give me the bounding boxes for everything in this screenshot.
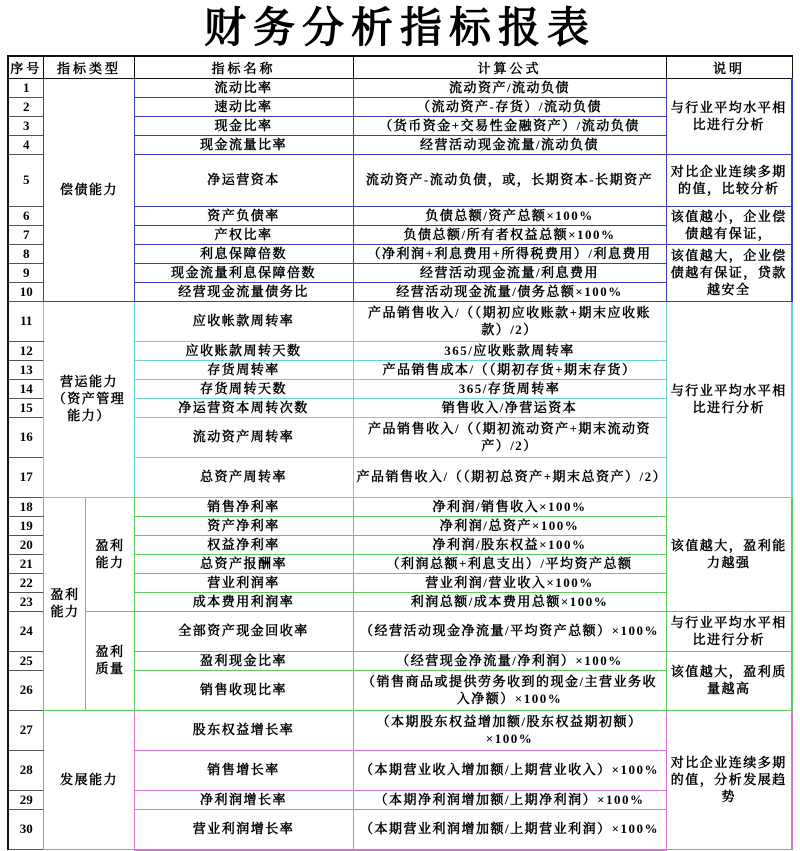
table-row xyxy=(8,498,792,517)
row-number: 27 xyxy=(8,711,44,751)
formula-cell: 365/存货周转率 xyxy=(353,380,666,399)
indicator-name: 销售净利率 xyxy=(134,498,353,517)
table-row xyxy=(8,79,792,98)
indicator-name: 营业利润增长率 xyxy=(134,810,353,850)
row-number: 7 xyxy=(8,226,44,245)
formula-cell: 经营活动现金流量/利息费用 xyxy=(353,264,666,283)
indicator-name: 净运营资本 xyxy=(134,155,353,207)
type-cell-solvency: 偿债能力 xyxy=(44,79,134,302)
indicator-name: 现金比率 xyxy=(134,117,353,136)
indicator-name: 股东权益增长率 xyxy=(134,711,353,751)
indicator-name: 净利润增长率 xyxy=(134,791,353,810)
type-cell-profitability: 盈利能力 xyxy=(44,498,86,711)
page-title: 财务分析指标报表 xyxy=(203,6,596,52)
row-number: 17 xyxy=(8,458,44,498)
column-header-name: 指标名称 xyxy=(134,56,353,79)
formula-cell: 经营活动现金流量/流动负债 xyxy=(353,136,666,155)
row-number: 4 xyxy=(8,136,44,155)
row-number: 28 xyxy=(8,751,44,791)
column-header-note: 说明 xyxy=(666,56,792,79)
formula-cell: 营业利润/营业收入×100% xyxy=(353,574,666,593)
indicator-name: 应收账款周转天数 xyxy=(134,342,353,361)
indicator-name: 现金流量比率 xyxy=(134,136,353,155)
formula-cell: （经营活动现金净流量/平均资产总额）×100% xyxy=(353,612,666,652)
row-number: 25 xyxy=(8,652,44,671)
note-cell: 与行业平均水平相比进行分析 xyxy=(666,612,792,652)
formula-cell: 流动资产-流动负债，或，长期资本-长期资产 xyxy=(353,155,666,207)
formula-cell: 利润总额/成本费用总额×100% xyxy=(353,593,666,612)
indicator-name: 利息保障倍数 xyxy=(134,245,353,264)
indicator-name: 现金流量利息保障倍数 xyxy=(134,264,353,283)
row-number: 9 xyxy=(8,264,44,283)
row-number: 29 xyxy=(8,791,44,810)
column-header-formula: 计算公式 xyxy=(353,56,666,79)
financial-indicator-table xyxy=(7,55,793,851)
formula-cell: 净利润/股东权益×100% xyxy=(353,536,666,555)
formula-cell: （流动资产-存货）/流动负债 xyxy=(353,98,666,117)
row-number: 1 xyxy=(8,79,44,98)
indicator-name: 总资产报酬率 xyxy=(134,555,353,574)
row-number: 5 xyxy=(8,155,44,207)
formula-cell: 产品销售成本/（（期初存货+期末存货） xyxy=(353,361,666,380)
type-cell-growth: 发展能力 xyxy=(44,711,134,850)
formula-cell: 销售收入/净营运资本 xyxy=(353,399,666,418)
indicator-name: 资产净利率 xyxy=(134,517,353,536)
row-number: 8 xyxy=(8,245,44,264)
indicator-name: 总资产周转率 xyxy=(134,458,353,498)
indicator-name: 存货周转率 xyxy=(134,361,353,380)
table-row xyxy=(8,302,792,342)
indicator-name: 存货周转天数 xyxy=(134,380,353,399)
indicator-name: 产权比率 xyxy=(134,226,353,245)
formula-cell: 净利润/销售收入×100% xyxy=(353,498,666,517)
formula-cell: （销售商品或提供劳务收到的现金/主营业务收入净额）×100% xyxy=(353,671,666,711)
indicator-name: 流动比率 xyxy=(134,79,353,98)
row-number: 24 xyxy=(8,612,44,652)
indicator-name: 应收帐款周转率 xyxy=(134,302,353,342)
indicator-name: 营业利润率 xyxy=(134,574,353,593)
row-number: 21 xyxy=(8,555,44,574)
formula-cell: （货币资金+交易性金融资产）/流动负债 xyxy=(353,117,666,136)
formula-cell: （本期营业利润增加额/上期营业利润）×100% xyxy=(353,810,666,850)
formula-cell: 产品销售收入/（（期初流动资产+期末流动资产）/2） xyxy=(353,418,666,458)
row-number: 16 xyxy=(8,418,44,458)
formula-cell: 净利润/总资产×100% xyxy=(353,517,666,536)
indicator-name: 销售收现比率 xyxy=(134,671,353,711)
row-number: 6 xyxy=(8,207,44,226)
row-number: 19 xyxy=(8,517,44,536)
formula-cell: （利润总额+利息支出）/平均资产总额 xyxy=(353,555,666,574)
formula-cell: 经营活动现金流量/债务总额×100% xyxy=(353,283,666,302)
indicator-name: 经营现金流量债务比 xyxy=(134,283,353,302)
formula-cell: （净利润+利息费用+所得税费用）/利息费用 xyxy=(353,245,666,264)
note-cell: 该值越大，盈利能力越强 xyxy=(666,498,792,612)
note-cell: 该值越大，盈利质量越高 xyxy=(666,652,792,711)
note-cell: 与行业平均水平相比进行分析 xyxy=(666,302,792,498)
row-number: 2 xyxy=(8,98,44,117)
note-cell: 对比企业连续多期的值，分析发展趋势 xyxy=(666,711,792,850)
indicator-name: 盈利现金比率 xyxy=(134,652,353,671)
row-number: 10 xyxy=(8,283,44,302)
row-number: 20 xyxy=(8,536,44,555)
row-number: 26 xyxy=(8,671,44,711)
row-number: 12 xyxy=(8,342,44,361)
indicator-name: 销售增长率 xyxy=(134,751,353,791)
row-number: 3 xyxy=(8,117,44,136)
column-header-type: 指标类型 xyxy=(44,56,134,79)
formula-cell: 负债总额/所有者权益总额×100% xyxy=(353,226,666,245)
formula-cell: 365/应收账款周转率 xyxy=(353,342,666,361)
indicator-name: 成本费用利润率 xyxy=(134,593,353,612)
note-cell: 该值越大，企业偿债越有保证，贷款越安全 xyxy=(666,245,792,302)
formula-cell: 产品销售收入/（（期初应收账款+期末应收账款）/2） xyxy=(353,302,666,342)
table-row xyxy=(8,612,792,652)
type-cell-operating: 营运能力（资产管理能力） xyxy=(44,302,134,498)
formula-cell: 负债总额/资产总额×100% xyxy=(353,207,666,226)
row-number: 30 xyxy=(8,810,44,850)
row-number: 22 xyxy=(8,574,44,593)
table-row xyxy=(8,711,792,751)
formula-cell: （本期营业收入增加额/上期营业收入）×100% xyxy=(353,751,666,791)
row-number: 11 xyxy=(8,302,44,342)
row-number: 15 xyxy=(8,399,44,418)
note-cell: 与行业平均水平相比进行分析 xyxy=(666,79,792,155)
indicator-name: 权益净利率 xyxy=(134,536,353,555)
formula-cell: （经营现金净流量/净利润）×100% xyxy=(353,652,666,671)
indicator-name: 净运营资本周转次数 xyxy=(134,399,353,418)
row-number: 14 xyxy=(8,380,44,399)
formula-cell: 流动资产/流动负债 xyxy=(353,79,666,98)
formula-cell: （本期股东权益增加额/股东权益期初额）×100% xyxy=(353,711,666,751)
column-header-seq: 序号 xyxy=(8,56,44,79)
header-row xyxy=(8,56,792,79)
indicator-name: 流动资产周转率 xyxy=(134,418,353,458)
subtype-cell-profit-ability: 盈利能力 xyxy=(86,498,134,612)
formula-cell: （本期净利润增加额/上期净利润）×100% xyxy=(353,791,666,810)
indicator-name: 资产负债率 xyxy=(134,207,353,226)
indicator-name: 速动比率 xyxy=(134,98,353,117)
row-number: 13 xyxy=(8,361,44,380)
subtype-cell-profit-quality: 盈利质量 xyxy=(86,612,134,711)
note-cell: 该值越小，企业偿债越有保证， xyxy=(666,207,792,245)
row-number: 23 xyxy=(8,593,44,612)
indicator-name: 全部资产现金回收率 xyxy=(134,612,353,652)
row-number: 18 xyxy=(8,498,44,517)
formula-cell: 产品销售收入/（（期初总资产+期末总资产）/2） xyxy=(353,458,666,498)
note-cell: 对比企业连续多期的值，比较分析 xyxy=(666,155,792,207)
